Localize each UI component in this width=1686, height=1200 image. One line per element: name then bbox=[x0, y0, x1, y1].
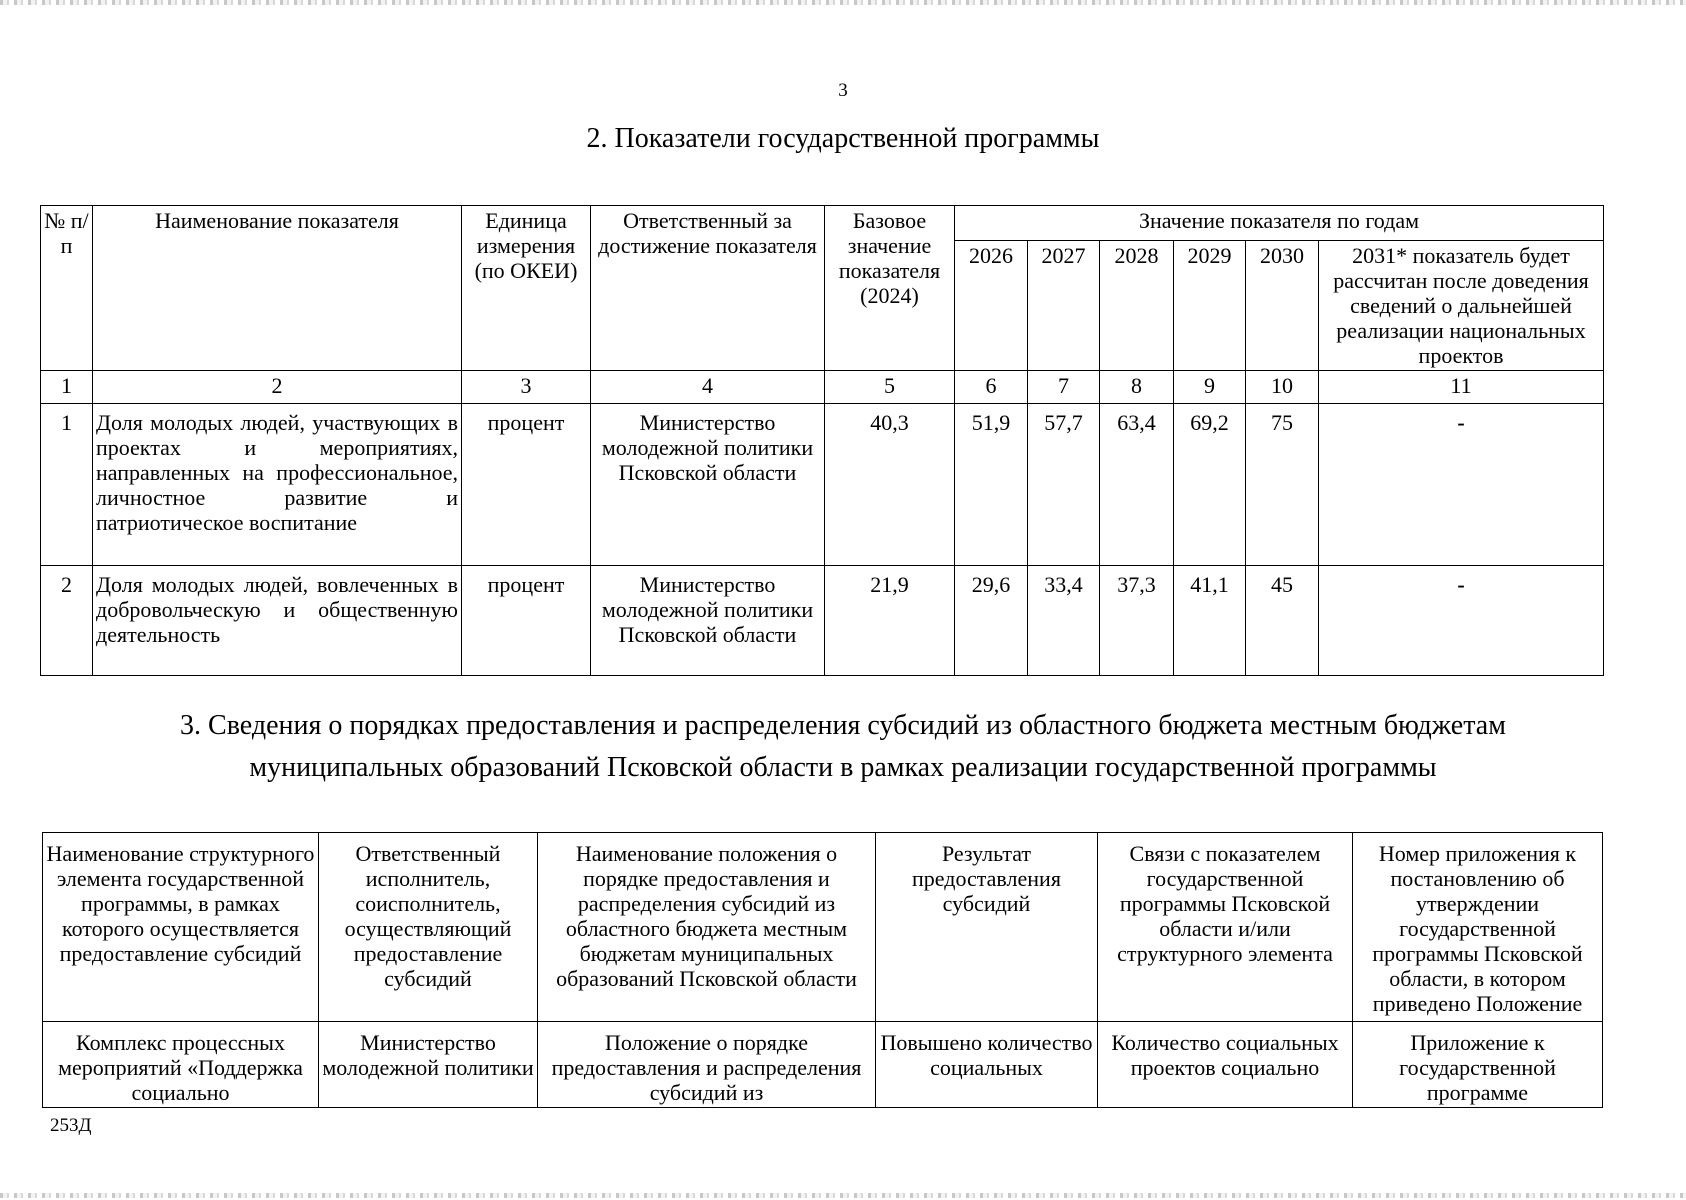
header-result: Результат предоставления субсидий bbox=[876, 833, 1098, 1022]
indicator-value: 41,1 bbox=[1174, 566, 1246, 676]
indicator-base: 40,3 bbox=[825, 404, 955, 566]
column-number: 5 bbox=[825, 371, 955, 404]
cell-executor: Министерство молодежной политики bbox=[319, 1022, 538, 1108]
indicator-value: 69,2 bbox=[1174, 404, 1246, 566]
document-code: 253Д bbox=[50, 1115, 92, 1136]
cell-indicator-link: Количество социальных проектов социально bbox=[1098, 1022, 1353, 1108]
header-year: 2028 bbox=[1100, 241, 1174, 371]
header-indicator-link: Связи с показателем государственной программы Псковской области и/или структурного элемента bbox=[1098, 833, 1353, 1022]
header-executor: Ответственный исполнитель, соисполнитель, осуществляющий предоставление субсидий bbox=[319, 833, 538, 1022]
table-row bbox=[41, 566, 1604, 676]
scan-edge-bottom bbox=[0, 1193, 1686, 1198]
header-structural-element: Наименование структурного элемента государственной программы, в рамках которого осуществляется предоставление субсидий bbox=[43, 833, 319, 1022]
indicator-value-2031: - bbox=[1319, 566, 1604, 676]
header-years-group: Значение показателя по годам bbox=[955, 206, 1604, 241]
page-number: 3 bbox=[838, 80, 848, 101]
header-base: Базовое значение показателя (2024) bbox=[825, 206, 955, 371]
header-responsible: Ответственный за достижение показателя bbox=[591, 206, 825, 371]
row-num: 1 bbox=[41, 404, 93, 566]
indicator-value: 51,9 bbox=[955, 404, 1028, 566]
column-number: 7 bbox=[1028, 371, 1100, 404]
indicator-value: 57,7 bbox=[1028, 404, 1100, 566]
indicator-responsible: Министерство молодежной политики Псковской области bbox=[591, 404, 825, 566]
cell-result: Повышено количество социальных bbox=[876, 1022, 1098, 1108]
column-number: 10 bbox=[1246, 371, 1319, 404]
indicator-value: 45 bbox=[1246, 566, 1319, 676]
indicator-unit: процент bbox=[462, 404, 591, 566]
indicator-value: 33,4 bbox=[1028, 566, 1100, 676]
header-year: 2027 bbox=[1028, 241, 1100, 371]
header-appendix-number: Номер приложения к постановлению об утверждении государственной программы Псковской области, в котором приведено Положение bbox=[1353, 833, 1603, 1022]
indicator-name: Доля молодых людей, вовлеченных в добровольческую и общественную деятельность bbox=[93, 566, 462, 676]
indicator-value: 37,3 bbox=[1100, 566, 1174, 676]
header-year: 2026 bbox=[955, 241, 1028, 371]
section3-heading bbox=[0, 705, 1686, 789]
section3-heading-line2: муниципальных образований Псковской области в рамках реализации государственной программы bbox=[249, 752, 1437, 783]
cell-appendix-number: Приложение к государственной программе bbox=[1353, 1022, 1603, 1108]
column-number: 8 bbox=[1100, 371, 1174, 404]
header-year: 2030 bbox=[1246, 241, 1319, 371]
table-row bbox=[41, 404, 1604, 566]
column-numbers-row bbox=[41, 371, 1604, 404]
indicator-value-2031: - bbox=[1319, 404, 1604, 566]
column-number: 11 bbox=[1319, 371, 1604, 404]
column-number: 3 bbox=[462, 371, 591, 404]
indicator-base: 21,9 bbox=[825, 566, 955, 676]
header-name: Наименование показателя bbox=[93, 206, 462, 371]
table-header-row bbox=[43, 833, 1603, 1022]
header-regulation-name: Наименование положения о порядке предоставления и распределения субсидий из областного бюджета местным бюджетам муниципальных образований Псковской области bbox=[538, 833, 876, 1022]
indicator-name: Доля молодых людей, участвующих в проектах и мероприятиях, направленных на профессиональное, личностное развитие и патриотическое воспитание bbox=[93, 404, 462, 566]
section3-heading-line1: 3. Сведения о порядках предоставления и распределения субсидий из областного бюджета местным бюджетам bbox=[180, 710, 1506, 741]
section2-heading: 2. Показатели государственной программы bbox=[586, 123, 1100, 154]
indicator-value: 75 bbox=[1246, 404, 1319, 566]
column-number: 4 bbox=[591, 371, 825, 404]
table-row bbox=[43, 1022, 1603, 1108]
header-unit: Единица измерения (по ОКЕИ) bbox=[462, 206, 591, 371]
header-num: № п/п bbox=[41, 206, 93, 371]
table-header-row bbox=[41, 206, 1604, 241]
column-number: 1 bbox=[41, 371, 93, 404]
indicator-unit: процент bbox=[462, 566, 591, 676]
header-year-2031: 2031* показатель будет рассчитан после доведения сведений о дальнейшей реализации национальных проектов bbox=[1319, 241, 1604, 371]
scan-edge-top bbox=[0, 0, 1686, 5]
column-number: 2 bbox=[93, 371, 462, 404]
cell-structural-element: Комплекс процессных мероприятий «Поддержка социально bbox=[43, 1022, 319, 1108]
cell-regulation-name: Положение о порядке предоставления и распределения субсидий из bbox=[538, 1022, 876, 1108]
indicator-responsible: Министерство молодежной политики Псковской области bbox=[591, 566, 825, 676]
column-number: 9 bbox=[1174, 371, 1246, 404]
indicator-value: 63,4 bbox=[1100, 404, 1174, 566]
indicators-table bbox=[40, 205, 1604, 676]
subsidies-table bbox=[42, 832, 1603, 1108]
header-year: 2029 bbox=[1174, 241, 1246, 371]
indicator-value: 29,6 bbox=[955, 566, 1028, 676]
row-num: 2 bbox=[41, 566, 93, 676]
column-number: 6 bbox=[955, 371, 1028, 404]
